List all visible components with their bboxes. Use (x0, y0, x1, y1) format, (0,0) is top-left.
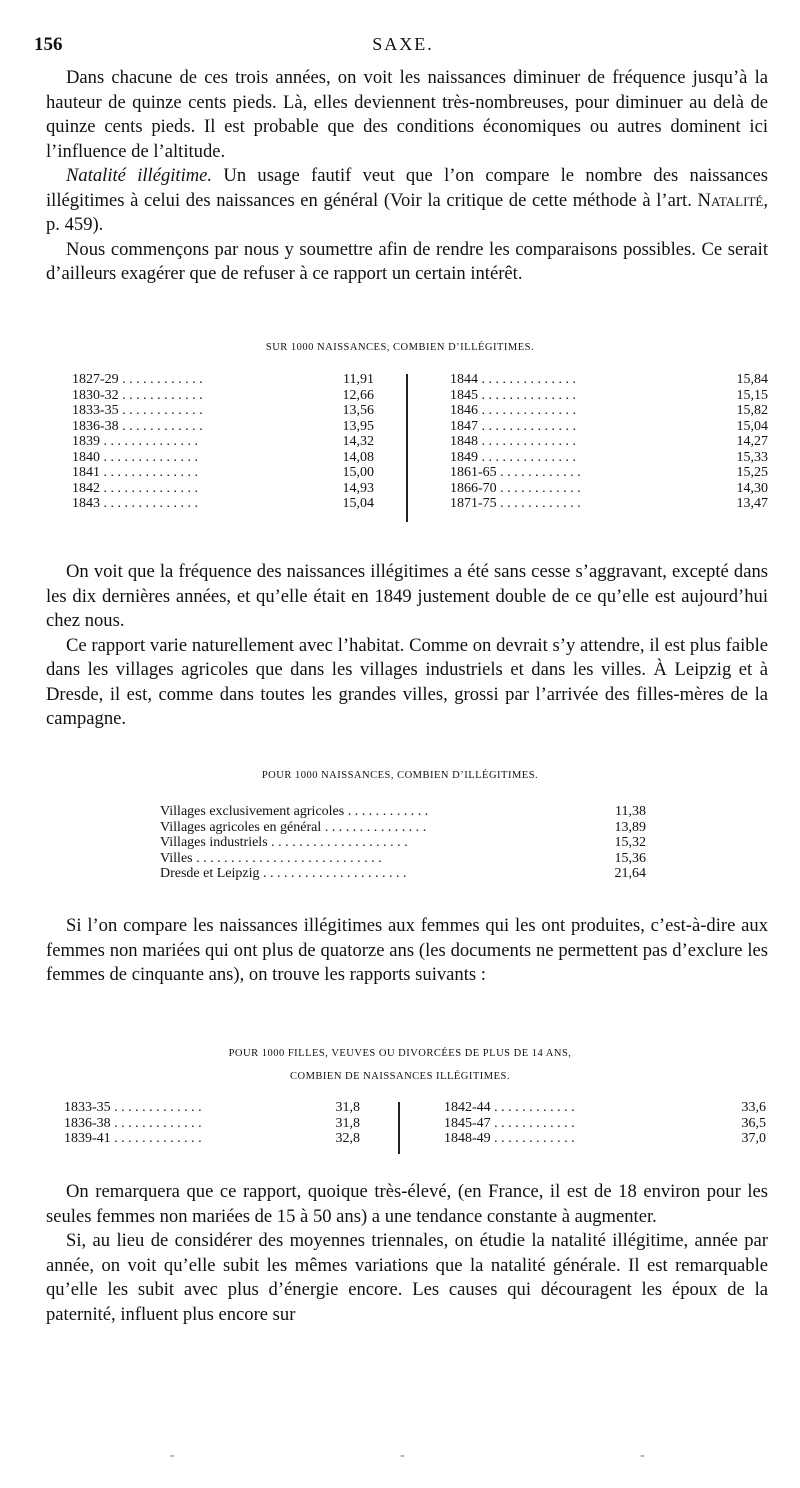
table2 (160, 804, 646, 882)
paragraph-natalite-illegitime (46, 164, 768, 238)
row-label: Villages exclusivement agricoles . . . . . . . . . . . . (160, 804, 429, 819)
table-row (72, 465, 374, 481)
table-row (72, 403, 374, 419)
row-value: 13,56 (342, 403, 374, 418)
row-label: Villes . . . . . . . . . . . . . . . . . . . . . . . . . . . (160, 850, 382, 866)
table-row (64, 1116, 360, 1132)
row-value: 21,64 (614, 866, 646, 881)
row-value: 15,33 (736, 449, 768, 465)
row-label: 1843 . . . . . . . . . . . . . . (72, 496, 198, 511)
row-value: 32,8 (335, 1131, 360, 1146)
row-label: Villages industriels . . . . . . . . . . . . . . . . . . . . (160, 835, 408, 850)
table1-caption: SUR 1000 NAISSANCES, COMBIEN D’ILLÉGITIMES. (265, 342, 535, 353)
table-row (450, 434, 768, 450)
row-label: 1866-70 . . . . . . . . . . . . (450, 480, 581, 496)
table3-caption-line2: COMBIEN DE NAISSANCES ILLÉGITIMES. (290, 1071, 510, 1082)
row-value: 15,04 (736, 418, 768, 434)
article-reference: Natalité (697, 189, 764, 211)
row-label: 1848 . . . . . . . . . . . . . . (450, 434, 576, 449)
table-row (444, 1131, 766, 1147)
row-label: 1836-38 . . . . . . . . . . . . . (64, 1115, 202, 1131)
table-row (450, 388, 768, 404)
row-value: 33,6 (741, 1100, 766, 1115)
row-label: 1844 . . . . . . . . . . . . . . (450, 372, 576, 387)
table-row (160, 835, 646, 851)
row-value: 14,93 (342, 480, 374, 496)
table-row (444, 1100, 766, 1116)
row-label: 1842 . . . . . . . . . . . . . . (72, 480, 198, 496)
table-row (450, 481, 768, 497)
row-label: 1842-44 . . . . . . . . . . . . (444, 1100, 575, 1115)
table-row (450, 496, 768, 512)
scan-mark: - (170, 1448, 175, 1463)
table3-divider (398, 1102, 400, 1154)
row-label: 1841 . . . . . . . . . . . . . . (72, 465, 198, 480)
table-row (72, 388, 374, 404)
row-label: 1847 . . . . . . . . . . . . . . (450, 418, 576, 434)
paragraph-text-b: , p. 459). (46, 189, 768, 235)
row-value: 14,30 (736, 480, 768, 496)
table-row (450, 372, 768, 388)
paragraph-annual-variation: Si, au lieu de considérer des moyennes triennales, on étudie la natalité illégitime, année par année, on voit qu’elle subit les mêmes variations que la natalité générale. Il est remarquable qu’elle les subit avec plus d’énergie encore. Les causes qui découragent les époux de la paternité, influent plus encore sur (46, 1230, 768, 1325)
row-value: 11,38 (615, 804, 646, 819)
table-row (72, 496, 374, 512)
table-row (72, 419, 374, 435)
table1-divider (406, 374, 408, 522)
row-value: 13,89 (614, 819, 646, 835)
row-label: 1840 . . . . . . . . . . . . . . (72, 449, 198, 465)
row-label: 1827-29 . . . . . . . . . . . . (72, 372, 203, 387)
paragraph-habitat: Ce rapport varie naturellement avec l’habitat. Comme on devrait s’y attendre, il est plus faible dans les villages agricoles que dans les villages industriels et dans les villes. À Leipzig et à Dresde, il est, comme dans toutes les grandes villes, grossi par l’arrivée des filles-mères de la campagne. (46, 634, 768, 729)
table-row (444, 1116, 766, 1132)
row-label: 1833-35 . . . . . . . . . . . . . (64, 1100, 202, 1115)
table1-left (72, 372, 374, 512)
table3-caption-line1: POUR 1000 FILLES, VEUVES OU DIVORCÉES DE PLUS DE 14 ANS, (228, 1048, 572, 1059)
row-value: 37,0 (741, 1131, 766, 1146)
paragraph-remark: On remarquera que ce rapport, quoique très-élevé, (en France, il est de 18 environ pour les seules femmes non mariées de 15 à 50 ans) a une tendance constante à augmenter. (46, 1181, 768, 1227)
row-label: 1839 . . . . . . . . . . . . . . (72, 434, 198, 449)
paragraph-text-a: Un usage fautif veut que l’on compare le nombre des naissances illégitimes à celui des naissances en général (Voir la critique de cette méthode à l’art. (46, 165, 768, 211)
table2-caption: POUR 1000 NAISSANCES, COMBIEN D’ILLÉGITIMES. (261, 770, 539, 781)
scan-mark: - (400, 1448, 405, 1463)
row-label: Villages agricoles en général . . . . . . . . . . . . . . . (160, 819, 427, 835)
row-label: 1861-65 . . . . . . . . . . . . (450, 465, 581, 480)
row-value: 15,15 (736, 387, 768, 403)
row-label: 1845 . . . . . . . . . . . . . . (450, 387, 576, 403)
row-value: 15,25 (736, 465, 768, 480)
row-value: 13,47 (736, 496, 768, 511)
text-block-4 (46, 1180, 768, 1327)
text-block-1 (46, 66, 768, 287)
row-label: 1871-75 . . . . . . . . . . . . (450, 496, 581, 511)
row-value: 31,8 (335, 1115, 360, 1131)
table-row (72, 481, 374, 497)
row-value: 15,82 (736, 403, 768, 418)
table-row (450, 450, 768, 466)
text-block-3 (46, 914, 768, 988)
table-row (450, 465, 768, 481)
page-header (34, 34, 772, 60)
row-value: 14,08 (342, 449, 374, 465)
paragraph-frequency: On voit que la fréquence des naissances illégitimes a été sans cesse s’aggravant, excepté dans les dix dernières années, et qu’elle était en 1849 justement double de ce qu’elle est aujourd’hui chez nous. (46, 561, 768, 631)
table-row (64, 1100, 360, 1116)
paragraph-women-comparison: Si l’on compare les naissances illégitimes aux femmes qui les ont produites, c’est-à-dire aux femmes non mariées qui ont plus de quatorze ans (les documents ne permettent pas d’exclure les femmes de cinquante ans), on trouve les rapports suivants : (46, 915, 768, 985)
row-value: 15,84 (736, 372, 768, 387)
row-label: 1836-38 . . . . . . . . . . . . (72, 418, 203, 434)
section-heading: Natalité illégitime. (66, 165, 213, 186)
row-label: 1833-35 . . . . . . . . . . . . (72, 403, 203, 418)
row-value: 12,66 (342, 387, 374, 403)
scan-mark: - (640, 1448, 645, 1463)
row-value: 14,32 (342, 434, 374, 449)
row-value: 15,32 (614, 835, 646, 850)
table-row (72, 434, 374, 450)
row-value: 31,8 (335, 1100, 360, 1115)
paragraph-altitude: Dans chacune de ces trois années, on voit les naissances diminuer de fréquence jusqu’à la hauteur de quinze cents pieds. Là, elles deviennent très-nombreuses, pour diminuer au delà de quinze cents pieds. Il est probable que des conditions économiques ou autres dominent ici l’influence de l’altitude. (46, 67, 768, 162)
row-value: 13,95 (342, 418, 374, 434)
row-label: 1849 . . . . . . . . . . . . . . (450, 449, 576, 465)
row-label: 1848-49 . . . . . . . . . . . . (444, 1131, 575, 1146)
table-row (160, 820, 646, 836)
table-row (160, 851, 646, 867)
table-row (450, 403, 768, 419)
row-value: 15,00 (342, 465, 374, 480)
row-label: 1845-47 . . . . . . . . . . . . (444, 1115, 575, 1131)
table-row (72, 450, 374, 466)
table-row (160, 866, 646, 882)
row-value: 14,27 (736, 434, 768, 449)
table-row (64, 1131, 360, 1147)
table1-right (450, 372, 768, 512)
paragraph-comparisons: Nous commençons par nous y soumettre afin de rendre les comparaisons possibles. Ce serait d’ailleurs exagérer que de refuser à ce rapport un certain intérêt. (46, 238, 768, 284)
table-row (160, 804, 646, 820)
table3-left (64, 1100, 360, 1147)
row-label: Dresde et Leipzig . . . . . . . . . . . . . . . . . . . . . (160, 866, 407, 881)
row-label: 1830-32 . . . . . . . . . . . . (72, 387, 203, 403)
text-block-2 (46, 560, 768, 732)
table-row (72, 372, 374, 388)
row-value: 36,5 (741, 1115, 766, 1131)
running-title: SAXE. (372, 34, 434, 54)
page-number: 156 (34, 34, 63, 55)
row-value: 15,36 (614, 850, 646, 866)
row-value: 15,04 (342, 496, 374, 511)
row-value: 11,91 (343, 372, 374, 387)
row-label: 1846 . . . . . . . . . . . . . . (450, 403, 576, 418)
row-label: 1839-41 . . . . . . . . . . . . . (64, 1131, 202, 1146)
table3-right (444, 1100, 766, 1147)
table-row (450, 419, 768, 435)
